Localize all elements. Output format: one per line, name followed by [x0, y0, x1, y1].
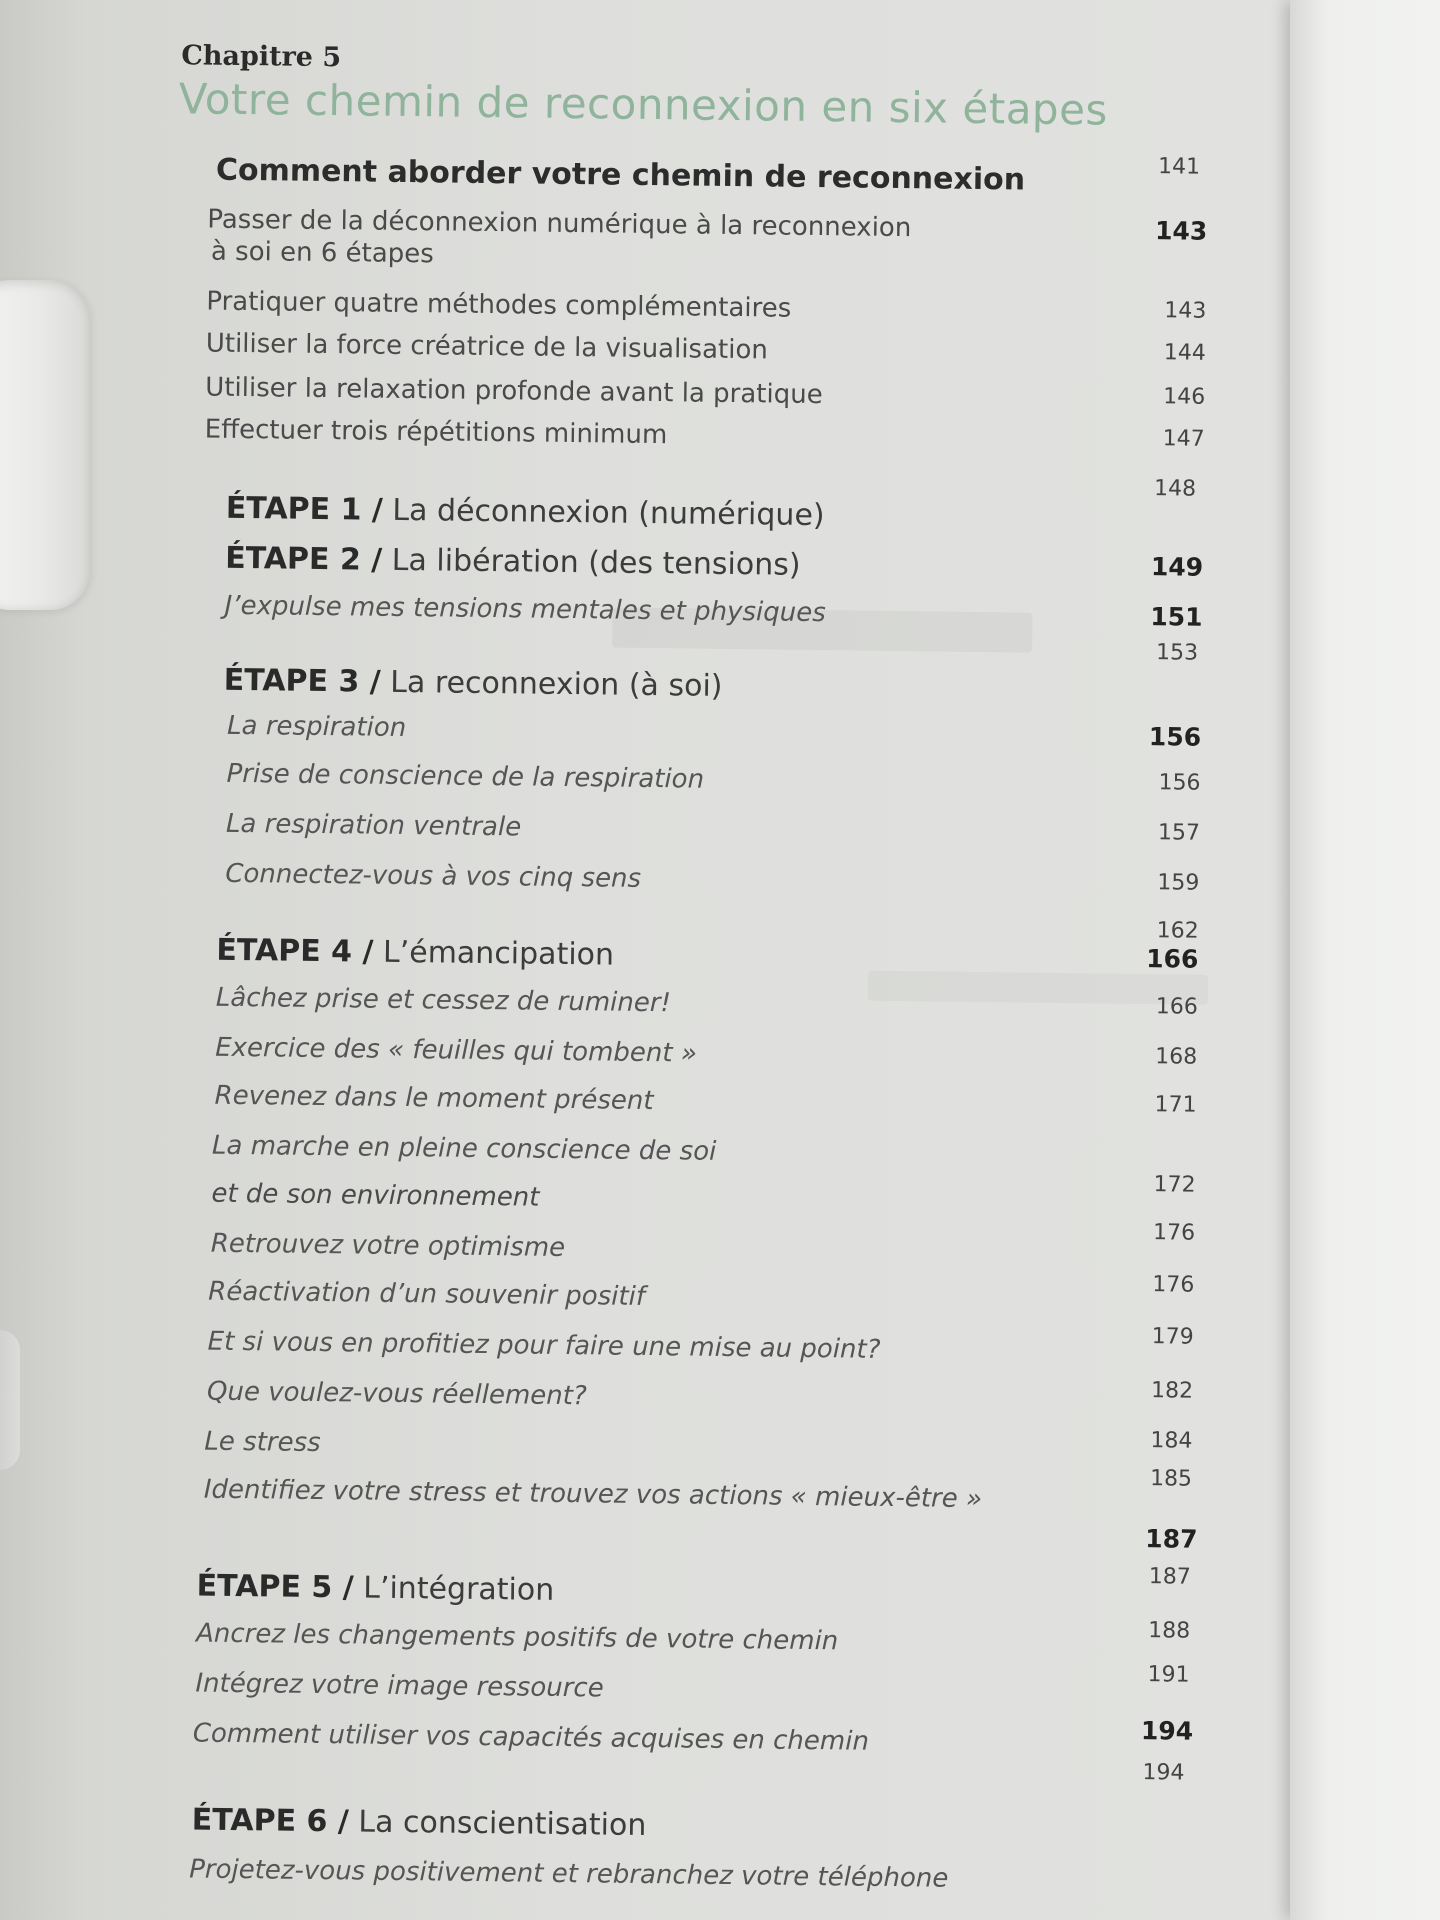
entry-text: J’expulse mes tensions mentales et physiques	[224, 590, 826, 629]
page-number: 157	[1157, 820, 1201, 846]
page-number: 143	[1154, 216, 1208, 246]
page-number: 156	[1148, 722, 1202, 752]
toc-step[interactable]	[0, 538, 1203, 597]
step-title	[216, 933, 614, 973]
page-number: 149	[1150, 552, 1204, 582]
entry-text-continued: et de son environnement	[211, 1178, 540, 1213]
entry-text: Utiliser la relaxation profonde avant la pratique	[205, 372, 823, 411]
page-number: 156	[1158, 770, 1201, 796]
entry-text: Identifiez votre stress et trouvez vos actions « mieux-être »	[203, 1474, 983, 1515]
entry-text-continued: à soi en 6 étapes	[210, 236, 434, 270]
toc-entry[interactable]	[0, 806, 1200, 865]
step-name: La conscientisation	[358, 1804, 647, 1844]
toc-step[interactable]	[0, 1566, 1191, 1625]
toc-entry[interactable]	[0, 1374, 1193, 1433]
step-label: ÉTAPE 5 /	[196, 1568, 354, 1606]
page-number: 194	[1140, 1716, 1194, 1746]
entry-text: Et si vous en profitiez pour faire une mise au point?	[207, 1326, 881, 1365]
toc-step[interactable]	[0, 488, 1204, 547]
step-label: ÉTAPE 3 /	[223, 662, 381, 700]
toc-step[interactable]	[0, 930, 1199, 989]
entry-text: Pratiquer quatre méthodes complémentaires	[206, 286, 792, 324]
page-number: 144	[1163, 340, 1206, 366]
chapter-label: Chapitre 5	[181, 40, 342, 74]
page-number: 147	[1162, 426, 1205, 452]
step-label: ÉTAPE 2 /	[224, 540, 383, 578]
entry-text: Exercice des « feuilles qui tombent »	[215, 1032, 698, 1069]
toc-entry[interactable]	[0, 1616, 1190, 1675]
entry-text: Effectuer trois répétitions minimum	[204, 414, 668, 451]
chapter-title: Votre chemin de reconnexion en six étapes	[178, 74, 1109, 135]
page-number: 151	[1150, 602, 1203, 632]
entry-text: Réactivation d’un souvenir positif	[208, 1276, 646, 1312]
entry-text: Lâchez prise et cessez de ruminer!	[215, 982, 672, 1019]
toc-entry[interactable]	[0, 1466, 1193, 1531]
step-label: ÉTAPE 4 /	[216, 932, 374, 970]
step-title	[192, 1802, 647, 1843]
page-number: 179	[1151, 1324, 1194, 1350]
entry-text: Comment utiliser vos capacités acquises en chemin	[192, 1718, 870, 1757]
entry-text: Ancrez les changements positifs de votre chemin	[195, 1618, 839, 1657]
page-number: 172	[1153, 1172, 1196, 1198]
toc-entry[interactable]	[0, 1852, 1187, 1911]
page-number: 176	[1152, 1272, 1195, 1298]
page-number: 159	[1157, 870, 1200, 896]
page-number: 188	[1148, 1618, 1191, 1644]
page-number: 166	[1155, 994, 1198, 1020]
toc-entry[interactable]	[0, 856, 1199, 915]
step-name: L’intégration	[363, 1570, 555, 1608]
step-name: La libération (des tensions)	[391, 542, 801, 583]
step-name: La déconnexion (numérique)	[392, 492, 825, 534]
entry-text: Le stress	[204, 1426, 321, 1459]
toc-step[interactable]	[0, 1800, 1188, 1859]
page-number: 191	[1147, 1662, 1190, 1688]
page-number: 162	[1156, 918, 1199, 944]
entry-text: Projetez-vous positivement et rebranchez votre téléphone	[188, 1854, 949, 1894]
entry-text: La respiration	[226, 710, 407, 744]
entry-text: Utiliser la force créatrice de la visualisation	[205, 328, 769, 366]
page-number: 141	[1157, 154, 1201, 180]
page-number: 187	[1145, 1524, 1198, 1554]
page-number: 182	[1150, 1378, 1194, 1404]
toc-entry[interactable]	[0, 588, 1203, 647]
entry-text: Que voulez-vous réellement?	[206, 1376, 587, 1412]
entry-text: Prise de conscience de la respiration	[226, 758, 705, 795]
toc-entry[interactable]	[0, 1716, 1189, 1775]
toc-entry[interactable]	[0, 202, 1207, 261]
page-number: 166	[1146, 944, 1199, 974]
entry-text: Connectez-vous à vos cinq sens	[225, 858, 642, 894]
toc-entry[interactable]	[0, 1078, 1197, 1137]
entry-text: Retrouvez votre optimisme	[210, 1228, 566, 1263]
step-title	[196, 1569, 554, 1608]
page-number: 194	[1142, 1760, 1185, 1786]
page-number: 146	[1163, 384, 1206, 410]
entry-text: Passer de la déconnexion numérique à la reconnexion	[207, 204, 912, 244]
step-label: ÉTAPE 6 /	[191, 1802, 350, 1840]
page-number: 171	[1154, 1092, 1197, 1118]
page-number: 176	[1152, 1220, 1196, 1246]
page-number: 185	[1149, 1466, 1193, 1492]
toc-entry[interactable]	[0, 756, 1201, 815]
facing-page-edge	[1290, 0, 1440, 1920]
step-title	[226, 491, 825, 533]
section-heading: Comment aborder votre chemin de reconnexion	[215, 152, 1026, 198]
toc-entry[interactable]	[0, 1274, 1194, 1333]
step-label: ÉTAPE 1 /	[225, 490, 384, 528]
page-number: 187	[1148, 1564, 1191, 1590]
step-name: L’émancipation	[382, 934, 615, 973]
page-number: 168	[1155, 1044, 1198, 1070]
toc-entry[interactable]	[0, 1128, 1196, 1187]
page-number: 143	[1164, 298, 1207, 324]
step-name: La reconnexion (à soi)	[390, 664, 723, 704]
entry-text: Revenez dans le moment présent	[214, 1080, 654, 1117]
entry-text: La marche en pleine conscience de soi	[211, 1130, 717, 1167]
step-title	[223, 663, 722, 704]
step-title	[225, 541, 801, 583]
toc-entry[interactable]	[0, 1662, 1190, 1725]
entry-text: La respiration ventrale	[225, 808, 522, 843]
entry-text: Intégrez votre image ressource	[195, 1668, 604, 1704]
page-number: 153	[1155, 640, 1199, 666]
toc-entry[interactable]	[0, 1324, 1194, 1383]
page-number: 148	[1153, 476, 1197, 502]
page-number: 184	[1150, 1428, 1193, 1454]
